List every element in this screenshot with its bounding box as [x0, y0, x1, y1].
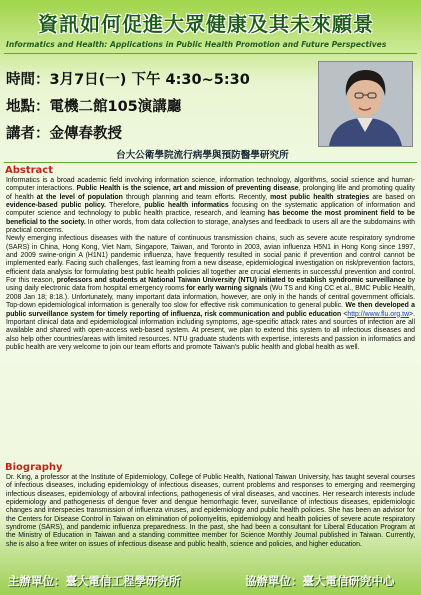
place-row [6, 95, 181, 116]
abstract-body: Informatics is a broad academic field involving information science, information technology, algorithms, social science and human-computer interactions. Public Health is the science, art and mission of preventing disease, prolonging life and promoting quality of health at the level of population through planning and team efforts. Recently, most public health strategies are based on evidence-based public policy. Therefore, public health informatics focusing on the systematic application of information and computer science and technology to public health practice, research, and learning has become the most prominent field to be beneficial to the society. In other words, from data collection to storage, analyses and feedback to users all are the subdomains with practical concerns. Newly emerging infectious diseases with the nature of continuous transmission chains, such as severe acute respiratory syndrome (SARS) in China, Hong Kong, Viet Nam, Singapore, Taiwan, and Toronto in 2003, avian influenza H5N1 in Hong Kong since 1997, and 2009 swine-origin A (H1N1) pandemic influenza, have frequently resulted in social panic if prevention and control cannot be implemented early. Facing such challenges, fast learning from a new disease, epidemiological investigation on risk/prevention factors, efficient data analysis for formulating best public health policies all together are crucial elements in successful prevention and control. For this reason, professors and students at National Taiwan University (NTU) initiated to establish syndromic surveillance by using daily electronic data from hospital emergency rooms for early warning signals (Wu TS and King CC et al., BMC Public Health, 2008 Jan 18; 8:18.). Unfortunately, many important data information, however, are only in the hands of central government officials. Top-down epidemiological information is generally too slow for effective risk communication to general public. We then developed a public surveillance system for timely reporting of influenza, risk communication and public education <http://www.flu.org.tw>. Important clinical data and epidemiological information including symptoms, age-specific attack rates and sources of infection are all available and shared with open-access web-based system. At present, we plan to extend this system to all infectious diseases and also help other countries/areas with limited resources. NTU graduate students with expertise, interests and passion in informatics and public health are very welcome to join our team efforts and promote Taiwan's public health and global health as well. [6, 177, 416, 351]
organizer: 主辦單位：臺大電信工程學研究所 [8, 574, 181, 588]
page-title: 資訊如何促進大眾健康及其未來願景 [38, 12, 374, 36]
speaker-label: 講者： [6, 126, 50, 142]
time-row [6, 68, 250, 89]
divider [4, 162, 417, 163]
divider [4, 53, 417, 54]
time-value: 3月7日(一) 下午 4:30~5:30 [49, 72, 250, 88]
page-subtitle: Informatics and Health: Applications in Public Health Promotion and Future Perspectives [6, 40, 387, 49]
time-label: 時間： [6, 72, 50, 88]
biography-heading: Biography [5, 462, 63, 473]
co-organizer: 協辦單位：臺大電信研究中心 [245, 574, 395, 588]
flu-website-link[interactable]: http://www.flu.org.tw [347, 310, 410, 318]
speaker-department: 台大公衛學院流行病學與預防醫學研究所 [116, 150, 289, 161]
abstract-heading: Abstract [5, 165, 54, 176]
speaker-portrait-icon [319, 62, 412, 146]
speaker-photo [318, 61, 413, 147]
biography-body: Dr. King, a professor at the Institute of Epidemiology, College of Public Health, National Taiwan University, has taught several courses of infectious diseases, including epidemiology of infectious diseases, current problems and responses to emerging and reemerging infectious diseases, epidemiology of arboviral infections, pathogenesis of viral diseases, and vaccines. Her research interests include epidemiology and pathogenesis of dengue fever and dengue hemorrhagic fever, surveillance of infectious diseases, epidemiologic changes and interspecies transmission of influenza viruses, and epidemiology and public health policies. She has been an advisor for the Centers for Disease Control in Taiwan on elimination of poliomyelitis, epidemiology and health policies of severe acute respiratory syndrome (SARS), and pandemic influenza preparedness. In the past, she had been a consultant for Liberal Education Program at the Ministry of Education in Taiwan and a standing committee member for Science Monthly Journal published in Taiwan. Currently, she is also a free writer on issues of infectious disease and public health, science and policies, and higher education. [6, 474, 415, 548]
speaker-value: 金傳春教授 [49, 126, 122, 142]
place-label: 地點： [6, 99, 50, 115]
place-value: 電機二館105演講廳 [49, 99, 182, 115]
speaker-row [6, 122, 122, 143]
